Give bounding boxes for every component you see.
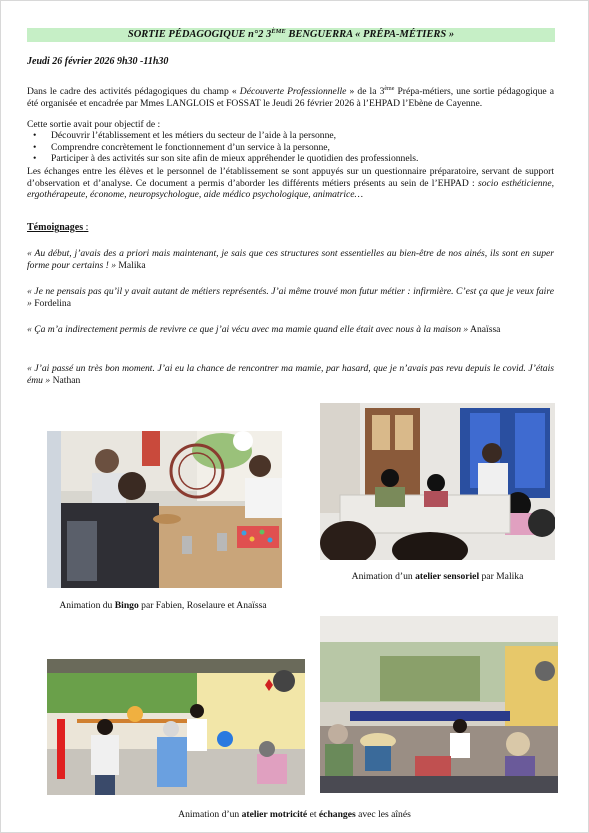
testimonial: « Au début, j’avais des a priori mais maintenant, je sais que ces structures sont essentielles au bien-être de nos ainés, ils sont en super forme pour certains ! » Malika [27,248,554,271]
caption-motor-exchanges: Animation d’un atelier motricité et échanges avec les aînés [178,809,411,820]
objectives-intro: Cette sortie avait pour objectif de : [27,119,161,130]
objective-item: • Découvrir l’établissement et les métiers du secteur de l’aide à la personne, [27,130,554,142]
photo-motor-workshop [47,659,305,795]
objectives-list [27,130,554,165]
intro-paragraph: Dans le cadre des activités pédagogiques du champ « Découverte Professionnelle » de la 3ème Prépa-métiers, une sortie pédagogique a été organisée et encadrée par Mmes LANGLOIS et FOSSAT le Jeudi 26 février 2026 à l’EHPAD l’Ebène de Cayenne. [27,86,554,109]
photo-bingo [47,431,282,588]
date-line: Jeudi 26 février 2026 9h30 -11h30 [27,56,169,67]
document-title: SORTIE PÉDAGOGIQUE n°2 3ÈME BENGUERRA « PRÉPA-MÉTIERS » [27,28,555,42]
photo-exchanges [320,616,558,793]
objective-item: • Participer à des activités sur son site afin de mieux appréhender le quotidien des professionnels. [27,153,554,165]
testimonial: « Ça m’a indirectement permis de revivre ce que j’ai vécu avec ma mamie quand elle était avec nous à la maison » Anaïssa [27,324,501,335]
caption-sensory: Animation d’un atelier sensoriel par Malika [351,571,524,582]
testimonials-heading: Témoignages : [27,222,89,233]
photo-sensory-workshop [320,403,555,560]
testimonial: « J’ai passé un très bon moment. J’ai eu la chance de rencontrer ma mamie, par hasard, que je n’avais pas revu depuis le covid. J’étais ému » Nathan [27,363,554,386]
testimonial: « Je ne pensais pas qu’il y avait autant de métiers représentés. J’ai même trouvé mon futur métier : infirmière. C’est ça que je veux faire » Fordelina [27,286,554,309]
caption-bingo: Animation du Bingo par Fabien, Roselaure et Anaïssa [59,600,267,611]
objective-item: • Comprendre concrètement le fonctionnement d’un service à la personne, [27,142,554,154]
exchanges-paragraph: Les échanges entre les élèves et le personnel de l’établissement se sont appuyés sur un questionnaire préparatoire, servant de support d’observation et d’analyse. Ce document a permis d’aborder les différents métiers présents au sein de l’EHPAD : socio esthéticienne, ergothérapeute, économe, neuropsychologue, aide médico psychologique, animatrice… [27,166,555,201]
